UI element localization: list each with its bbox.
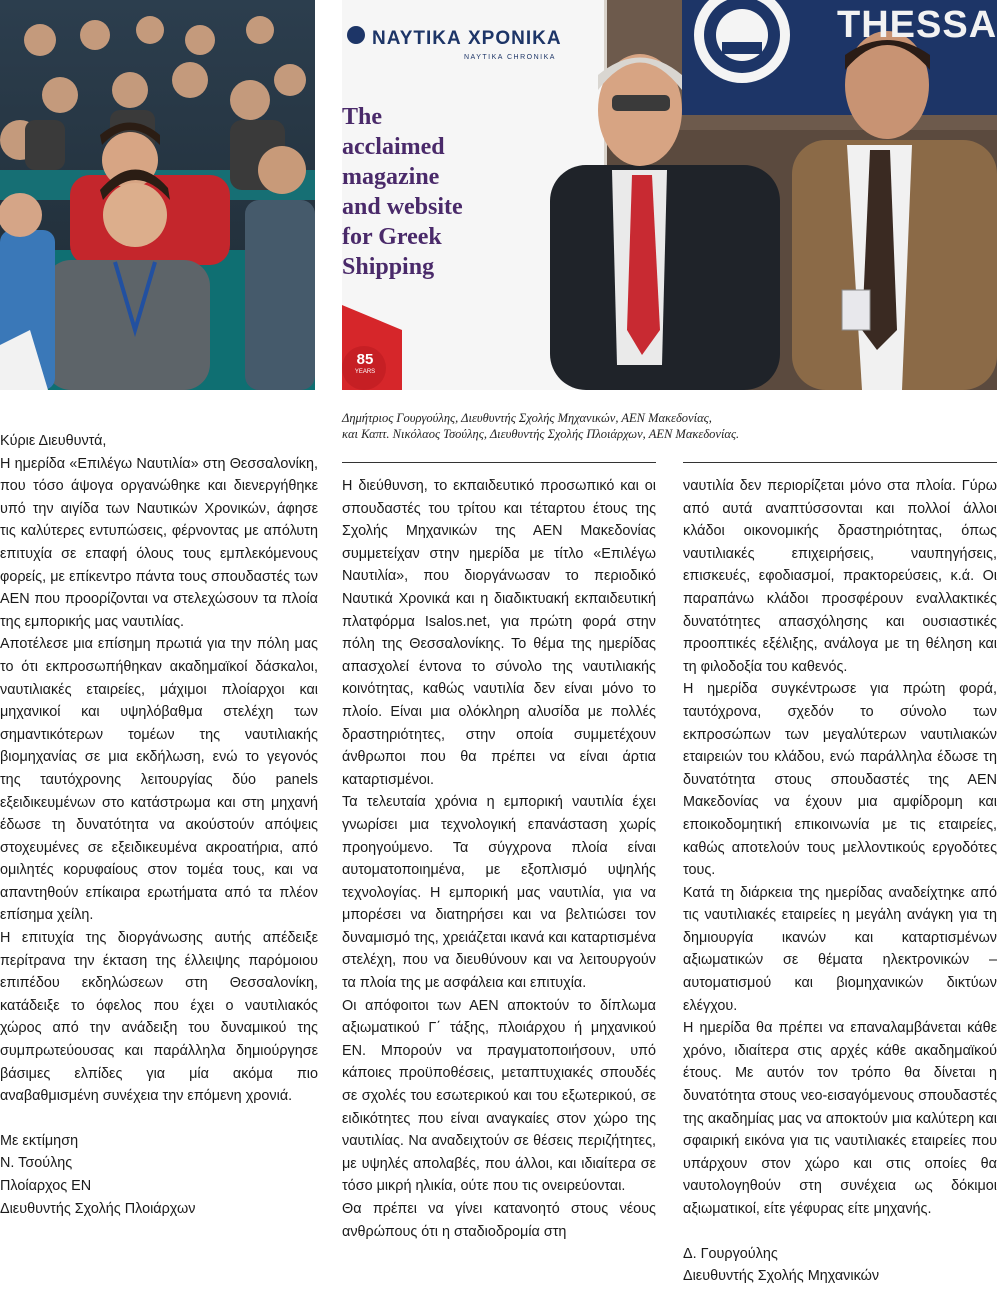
magazine-logo-sub: NAYTIKA CHRONIKA bbox=[464, 54, 556, 61]
signer-name: Δ. Γουργούλης bbox=[683, 1245, 778, 1262]
audience-photo bbox=[0, 0, 315, 390]
paragraph: Τα τελευταία χρόνια η εμπορική ναυτιλία έχει γνωρίσει μια τεχνολογική επανάσταση χωρίς προηγούμενο. Τα σύγχρονα πλοία είναι αυτοματοποιημένα, με εξοπλισμό υψηλής τεχνολογίας. Η εμπορική μας ναυτιλία, για να μπορέσει να διατηρήσει και να βελτιώσει τον δυναμισμό της, χρειάζεται ικανά και καταρτισμένα στελέχη, που να διευθύνουν και να λειτουργούν τα πλοία της με ασφάλεια και επιτυχία. bbox=[342, 794, 656, 992]
paragraph: Οι απόφοιτοι των ΑΕΝ αποκτούν το δίπλωμα αξιωματικού Γ΄ τάξης, πλοιάρχου ή μηχανικού ΕΝ. Μπορούν να πραγματοποιήσουν, υπό κάποιες προϋποθέσεις, μεταπτυχιακές σπουδές σε σχολές του εσωτερικού και του εξωτερικού, σε ειδικότητες που είναι αναγκαίες στον χώρο της ναυτιλίας. Να αναδειχτούν σε θέσεις περιζήτητες, με υψηλές απολαβές, που άλλοι, και ιδιαίτερα σε τόσο μικρή ηλικία, ούτε που τις ονειρεύονται. bbox=[342, 997, 656, 1195]
paragraph: Η επιτυχία της διοργάνωσης αυτής απέδειξε περίτρανα την έκταση της έλλειψης παρόμοιου επιπέδου εκδηλώσεων στη Θεσσαλονίκη, κατάδειξε το όφελος που έχει ο ναυτιλιακός χώρος από την ανάδειξη του δυναμικού της συμπρωτεύουσας και παράλληλα δημιούργησε βάσιμες ελπίδες για μία ακόμα πιο αναβαθμισμένη συνέχεια την επόμενη χρονιά. bbox=[0, 930, 318, 1105]
paragraph: Η ημερίδα θα πρέπει να επαναλαμβάνεται κάθε χρόνο, ιδιαίτερα στις αρχές κάθε ακαδημαϊκού έτους. Με αυτόν τον τρόπο θα δίνεται η δυνατότητα στους νεο-εισαγόμενους σπουδαστές της ακαδημίας μας να αποκτούν μια καλύτερη και σφαιρική εικόνα για τις ναυτιλιακές εταιρείες που υπάρχουν στον χώρο και στις οποίες θα ναυτολογηθούν στη συνέχεια ως δόκιμοι αξιωματικοί, είτε γέφυρας είτε μηχανής. bbox=[683, 1020, 997, 1217]
signer-rank: Πλοίαρχος ΕΝ bbox=[0, 1178, 92, 1194]
letter-gourgoulis-part2 bbox=[683, 475, 997, 1288]
magazine-logo: ΝΑΥΤΙΚΑ ΧΡΟΝΙΚΑ bbox=[372, 28, 562, 49]
paragraph: Η ημερίδα συγκέντρωσε για πρώτη φορά, ταυτόχρονα, σχεδόν το σύνολο των εκπροσώπων των μεγαλύτερων ναυτιλιακών εταιρειών του κλάδου, ενώ παράλληλα έδωσε τη δυνατότητα στους σπουδαστές της ΑΕΝ Μακεδονίας να έχουν μια αμφίδρομη και εποικοδομητική επικοινωνία με τις εταιρείες, καθώς αποτελούν τους μελλοντικούς εργοδότες τους. bbox=[683, 681, 997, 879]
signature-block bbox=[683, 1243, 997, 1288]
caption-line: Δημήτριος Γουργούλης, Διευθυντής Σχολής Μηχανικών, ΑΕΝ Μακεδονίας, bbox=[342, 411, 712, 425]
paragraph-continued: ναυτιλία δεν περιορίζεται μόνο στα πλοία. Γύρω από αυτά αναπτύσσονται και πολλοί άλλοι κλάδοι οικονομικής δραστηριότητας, όπως ναυτιλιακές επιχειρήσεις, ναυπηγήσεις, επισκευές, εφοδιασμοί, πρακτορεύσεις, κ.ά. Οι παραπάνω κλάδοι προσφέρουν εναλλακτικές δυνατότητες απασχόλησης και ουσιαστικές προοπτικές εξέλιξης, ανάλογα με τη θέληση και τη φιλοδοξία του καθενός. bbox=[683, 478, 997, 675]
magazine-slogan bbox=[342, 102, 463, 282]
paragraph: Αποτέλεσε μια επίσημη πρωτιά για την πόλη μας το ότι εκπροσωπήθηκαν ακαδημαϊκοί δάσκαλοι, ναυτιλιακές εταιρείες, μάχιμοι πλοίαρχοι και μηχανικοί και υψηλόβαθμα στελέχη των σημαντικότερων τομέων της ναυτιλιακής βιομηχανίας σε μια εκδήλωση, ενώ το γεγονός της ταυτόχρονης λειτουργίας δύο panels εξειδικευμένων στο κατάστρωμα και στη μηχανή έδωσε τη δυνατότητα να ακούστούν απόψεις στοχευμένες σε εξειδικευμένα ακροατήρια, από ομιλητές κορυφαίους στον τομέα τους, και να απαντηθούν επίκαιρα ερωτήματα από τα πλέον επίσημα χείλη. bbox=[0, 636, 318, 924]
slogan-line: acclaimed bbox=[342, 134, 445, 160]
salutation: Κύριε Διευθυντά, bbox=[0, 433, 107, 449]
paragraph: Η διεύθυνση, το εκπαιδευτικό προσωπικό και οι σπουδαστές του τρίτου και τέταρτου έτους της Σχολής Μηχανικών της ΑΕΝ Μακεδονίας συμμετείχαν στην ημερίδα με τίτλο «Επιλέγω Ναυτιλία», που διοργάνωσαν το περιοδικό Ναυτικά Χρονικά και η διαδικτυακή εκπαιδευτική πλατφόρμα Isalos.net, για πρώτη φορά στην πόλη της Θεσσαλονίκης. Το θέμα της ημερίδας απασχολεί έντονα το σύνολο της ναυτιλιακής κοινότητας, καθώς ναυτιλία δεν είναι μόνο το πλοίο. Είναι μια ολόκληρη αλυσίδα με πολλές δραστηριότητες, στην οποία συμμετέχουν άνθρωποι που θα πρέπει να είναι άρτια καταρτισμένοι. bbox=[342, 478, 656, 788]
signature-block bbox=[0, 1130, 318, 1220]
letter-gourgoulis-part1 bbox=[342, 475, 656, 1243]
letter-tsoulis bbox=[0, 430, 318, 1220]
anniversary-number: 85 bbox=[356, 351, 374, 368]
paragraph: Η ημερίδα «Επιλέγω Ναυτιλία» στη Θεσσαλονίκη, που τόσο άψογα οργανώθηκε και διενεργήθηκε υπό την αιγίδα των Ναυτικών Χρονικών, άφησε τις καλύτερες εντυπώσεις, φέρνοντας με απόλυτη επιτυχία σε επαφή όλους τους εμπλεκόμενους φορείς, με επίκεντρο πάντα τους σπουδαστές των ΑΕΝ που προορίζονται να στελεχώσουν τα πλοία της εμπορικής μας ναυτιλίας. bbox=[0, 455, 318, 630]
background-banner-text: THESSA bbox=[837, 4, 997, 46]
paragraph: Κατά τη διάρκεια της ημερίδας αναδείχτηκε από τις ναυτιλιακές εταιρείες η μεγάλη ανάγκη για τη δημιουργία ικανών και καταρτισμένων αξιωματικών σε θέματα ηλεκτρονικών – αυτοματισμού και βιομηχανικών δικτύων ελέγχου. bbox=[683, 884, 997, 1014]
slogan-line: The bbox=[342, 104, 383, 130]
audience-illustration bbox=[0, 0, 315, 390]
anniversary-badge bbox=[348, 352, 382, 376]
slogan-line: Shipping bbox=[342, 254, 435, 280]
slogan-line: magazine bbox=[342, 164, 440, 190]
caption-line: και Καπτ. Νικόλαος Τσούλης, Διευθυντής Σχολής Πλοιάρχων, ΑΕΝ Μακεδονίας. bbox=[342, 427, 740, 441]
slogan-line: for Greek bbox=[342, 224, 442, 250]
anniversary-label: YEARS bbox=[354, 369, 376, 375]
closing: Με εκτίμηση bbox=[0, 1132, 79, 1149]
signer-name: Ν. Τσούλης bbox=[0, 1155, 73, 1172]
signer-title: Διευθυντής Σχολής Πλοιάρχων bbox=[0, 1200, 196, 1217]
signer-title: Διευθυντής Σχολής Μηχανικών bbox=[683, 1268, 880, 1285]
column-rule bbox=[342, 462, 656, 463]
slogan-line: and website bbox=[342, 194, 463, 220]
photo-caption bbox=[342, 410, 982, 442]
column-rule bbox=[683, 462, 997, 463]
directors-photo bbox=[342, 0, 997, 390]
paragraph: Θα πρέπει να γίνει κατανοητό στους νέους ανθρώπους ότι η σταδιοδρομία στη bbox=[342, 1201, 656, 1240]
